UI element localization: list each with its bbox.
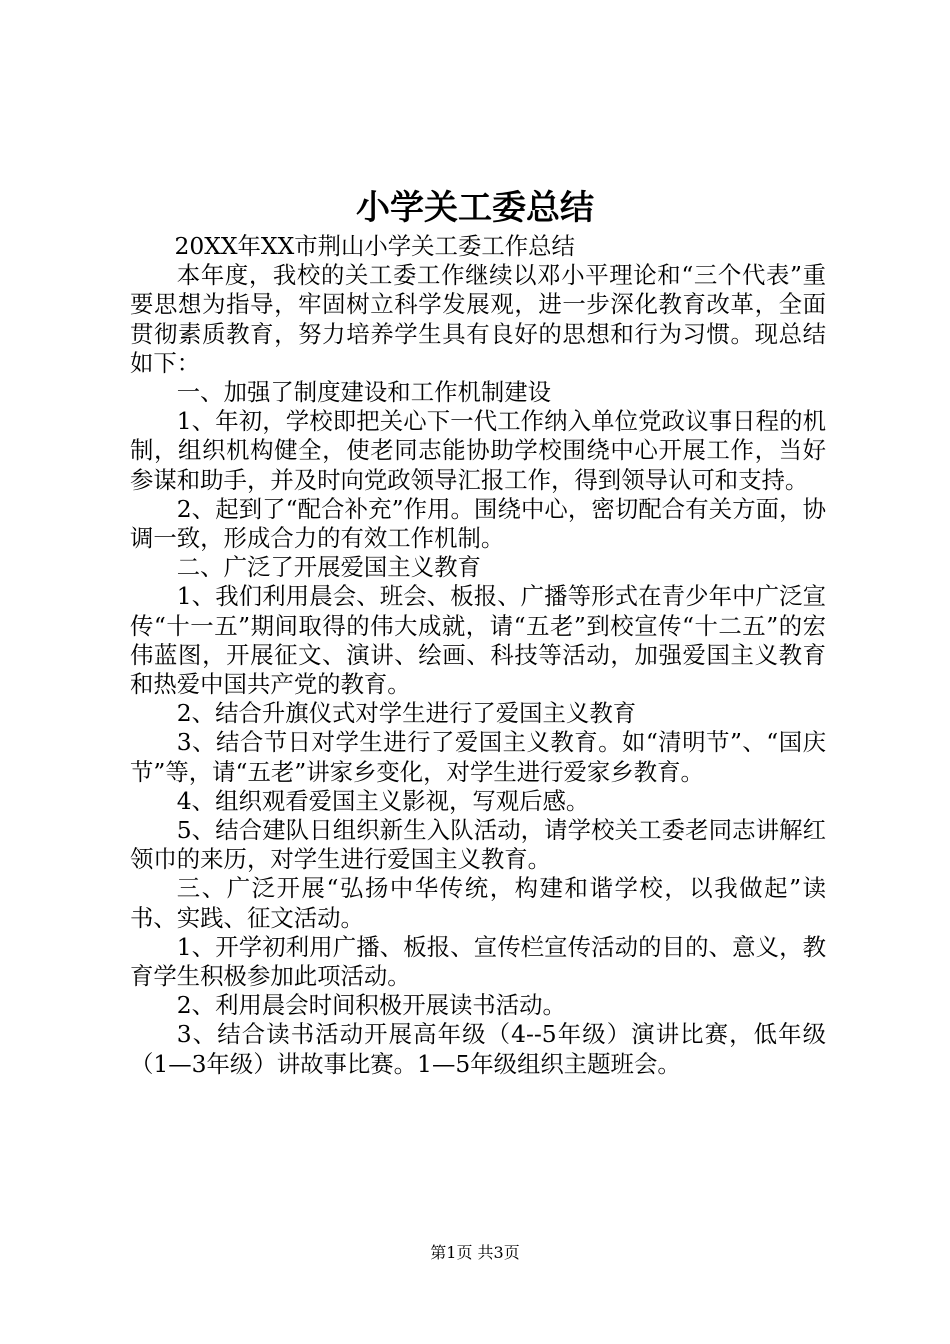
section-2-heading: 二、广泛了开展爱国主义教育 — [176, 553, 481, 582]
section-2-item-3: 3、结合节日对学生进行了爱国主义教育。如“清明节”、“国庆节”等，请“五老”讲家乡变化，对学生进行爱家乡教育。 — [130, 728, 826, 786]
section-1-heading: 一、加强了制度建设和工作机制建设 — [176, 378, 552, 407]
page-number-footer: 第1页 共3页 — [430, 1243, 520, 1262]
report-heading: 20XX年XX市荆山小学关工委工作总结 — [174, 232, 575, 260]
section-1-item-2: 2、起到了“配合补充”作用。围绕中心，密切配合有关方面，协调一致，形成合力的有效工作机制。 — [130, 494, 826, 553]
section-3-item-1: 1、开学初利用广播、板报、宣传栏宣传活动的目的、意义，教育学生积极参加此项活动。 — [130, 932, 826, 991]
section-3-item-2: 2、利用晨会时间积极开展读书活动。 — [176, 991, 566, 1020]
section-1-item-1: 1、年初，学校即把关心下一代工作纳入单位党政议事日程的机制，组织机构健全，使老同志能协助学校围绕中心开展工作，当好参谋和助手，并及时向党政领导汇报工作，得到领导认可和支持。 — [130, 407, 826, 494]
section-2-item-5: 5、结合建队日组织新生入队活动，请学校关工委老同志讲解红领巾的来历，对学生进行爱国主义教育。 — [130, 816, 826, 874]
section-2-item-1: 1、我们利用晨会、班会、板报、广播等形式在青少年中广泛宣传“十一五”期间取得的伟大成就，请“五老”到校宣传“十二五”的宏伟蓝图，开展征文、演讲、绘画、科技等活动，加强爱国主义教育和热爱中国共产党的教育。 — [130, 582, 826, 699]
document-body — [130, 232, 826, 1079]
section-2-item-4: 4、组织观看爱国主义影视，写观后感。 — [176, 786, 590, 815]
document-title: 小学关工委总结 — [356, 188, 594, 228]
section-2-item-2: 2、结合升旗仪式对学生进行了爱国主义教育 — [176, 699, 637, 728]
intro-paragraph: 本年度，我校的关工委工作继续以邓小平理论和“三个代表”重要思想为指导，牢固树立科学发展观，进一步深化教育改革，全面贯彻素质教育，努力培养学生具有良好的思想和行为习惯。现总结如下： — [130, 261, 826, 377]
section-3-item-3: 3、结合读书活动开展高年级（4--5年级）演讲比赛，低年级（1—3年级）讲故事比赛。1—5年级组织主题班会。 — [130, 1020, 826, 1078]
section-3-heading: 三、广泛开展“弘扬中华传统，构建和谐学校，以我做起”读书、实践、征文活动。 — [130, 874, 826, 932]
